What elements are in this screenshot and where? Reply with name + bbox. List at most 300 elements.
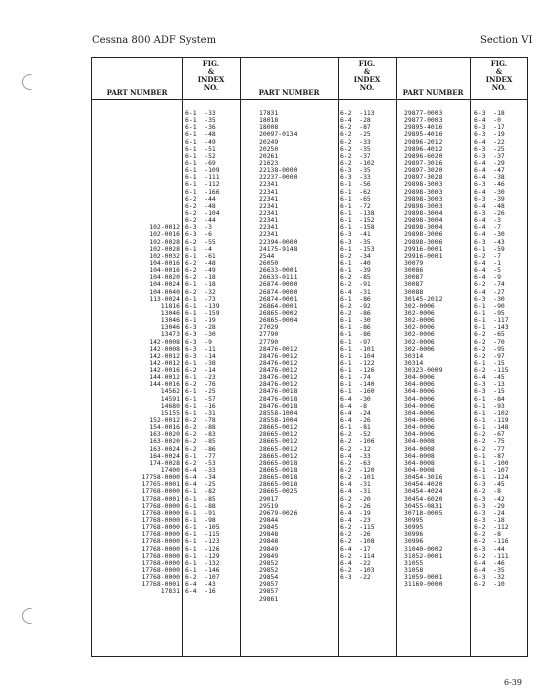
table-cell: 304-0006: [404, 408, 435, 417]
table-cell: 6-1 -88: [185, 501, 216, 510]
table-cell: 164-0024: [149, 451, 180, 460]
fig-label: FIG.: [490, 59, 508, 68]
table-cell: 17768-0000: [141, 516, 180, 525]
table-cell: 6-3 -15: [474, 387, 505, 396]
table-cell: 144-0016: [149, 380, 180, 389]
table-cell: 28665-0018: [259, 458, 298, 467]
table-cell: 6-1 -104: [340, 351, 375, 360]
table-cell: 30996: [404, 530, 424, 539]
table-cell: 6-2 -107: [185, 573, 220, 582]
table-cell: 304-0006: [404, 387, 435, 396]
table-cell: 102-0028: [149, 244, 180, 253]
table-cell: 6-4 -31: [340, 487, 371, 496]
table-cell: 6-3 -33: [340, 173, 371, 182]
table-cell: 6-2 -63: [340, 458, 371, 467]
table-cell: 304-0008: [404, 437, 435, 446]
table-cell: 302-0006: [404, 344, 435, 353]
table-header-rule: [91, 99, 528, 100]
table-cell: 6-4 -0: [474, 116, 501, 125]
table-cell: 6-1 -129: [185, 551, 220, 560]
table-cell: 304-0008: [404, 444, 435, 453]
table-cell: 24175-9148: [259, 244, 298, 253]
table-cell: 6-2 -76: [185, 380, 216, 389]
table-cell: 17400: [160, 466, 180, 475]
table-cell: 6-2 -114: [340, 551, 375, 560]
table-cell: 6-2 -102: [340, 158, 375, 167]
table-cell: 18008: [259, 123, 279, 132]
table-cell: 17768-0000: [141, 544, 180, 553]
table-cell: 22138-0000: [259, 166, 298, 175]
table-cell: 28665-0012: [259, 451, 298, 460]
table-cell: 6-4 -48: [474, 201, 505, 210]
col1-part-header: PART NUMBER: [106, 88, 168, 97]
table-cell: 6-2 -37: [340, 151, 371, 160]
table-cell: 17831: [259, 109, 279, 117]
table-divider: [182, 57, 183, 657]
table-cell: 6-2 -78: [185, 416, 216, 425]
table-cell: 6-4 -19: [340, 508, 371, 517]
col2-part-header: PART NUMBER: [258, 88, 320, 97]
table-cell: 29898-3003: [404, 187, 443, 196]
table-cell: 26864-0001: [259, 301, 298, 310]
table-cell: 17758-0000: [141, 473, 180, 482]
table-cell: 6-1 -74: [340, 373, 371, 382]
table-cell: 6-1 -105: [185, 523, 220, 532]
table-cell: [100, 131, 180, 138]
table-cell: [100, 146, 180, 153]
table-cell: 6-3 -28: [185, 323, 216, 332]
table-cell: 6-2 -35: [340, 144, 371, 153]
table-cell: 6-3 -37: [474, 151, 505, 160]
table-cell: 17831: [160, 587, 180, 596]
table-cell: 13473: [160, 330, 180, 339]
fig-label: FIG.: [358, 59, 376, 68]
table-cell: 29017: [259, 494, 279, 503]
table-cell: 6-3 -42: [474, 494, 505, 503]
table-cell: 6-2 -85: [340, 273, 371, 282]
table-cell: 22341: [259, 230, 279, 239]
table-cell: 304-0006: [404, 394, 435, 403]
table-cell: [100, 203, 180, 210]
table-cell: 17768-0000: [141, 573, 180, 582]
table-cell: 6-2 -48: [185, 201, 216, 210]
index-label: INDEX: [485, 75, 513, 84]
table-cell: 29861: [259, 594, 279, 603]
table-cell: [100, 110, 180, 117]
table-cell: 29897-3016: [404, 158, 443, 167]
table-cell: 17768-0000: [141, 537, 180, 546]
table-cell: 6-1 -25: [185, 387, 216, 396]
table-cell: 28476-0018: [259, 401, 298, 410]
table-cell: 6-1 -143: [474, 323, 509, 332]
table-cell: 6-2 -95: [474, 344, 505, 353]
table-cell: 6-2 -70: [474, 337, 505, 346]
table-cell: 6-1 -91: [185, 508, 216, 517]
table-cell: 30454-6020: [404, 494, 443, 503]
table-cell: 6-2 -75: [474, 437, 505, 446]
table-cell: 30087: [404, 273, 424, 282]
table-cell: 304-0006: [404, 380, 435, 389]
table-cell: 142-0008: [149, 344, 180, 353]
table-cell: 6-4 -16: [185, 587, 216, 596]
table-cell: 6-4 -30: [474, 230, 505, 239]
table-cell: 31169-0000: [404, 580, 443, 589]
table-cell: 6-4 -45: [474, 373, 505, 382]
table-cell: 6-1 -152: [340, 216, 375, 225]
table-cell: 6-4 -33: [340, 451, 371, 460]
table-cell: 22237-0000: [259, 173, 298, 182]
table-cell: 28476-0018: [259, 387, 298, 396]
table-cell: 20249: [259, 137, 279, 146]
table-cell: 22341: [259, 208, 279, 217]
table-cell: 22341: [259, 194, 279, 203]
table-cell: 6-2 -113: [340, 109, 375, 117]
table-cell: 29848: [259, 530, 279, 539]
table-cell: [100, 181, 180, 188]
table-cell: 6-2 -33: [340, 137, 371, 146]
table-cell: 6-2 -26: [340, 501, 371, 510]
table-cell: 302-0006: [404, 337, 435, 346]
table-cell: 6-1 -35: [185, 116, 216, 125]
table-cell: 26050: [259, 258, 279, 267]
table-cell: 142-0012: [149, 358, 180, 367]
table-cell: 6-2 -103: [340, 566, 375, 574]
table-cell: 31040-0002: [404, 544, 443, 553]
table-cell: 6-2 -86: [340, 308, 371, 317]
col3-fig-header: [470, 60, 528, 92]
table-cell: 29857: [259, 580, 279, 589]
table-cell: 29852: [259, 558, 279, 567]
table-cell: [100, 189, 180, 196]
table-cell: 6-4 -26: [340, 416, 371, 425]
table-cell: 6-2 -44: [185, 194, 216, 203]
table-cell: 302-0006: [404, 308, 435, 317]
table-cell: 104-0016: [149, 258, 180, 267]
table-cell: 6-2 -20: [340, 494, 371, 503]
table-cell: 17768-0000: [141, 566, 180, 574]
col2-fig-header: [338, 60, 396, 92]
table-cell: 28476-0012: [259, 366, 298, 375]
table-cell: 6-4 -7: [474, 223, 501, 232]
table-cell: 28476-0012: [259, 358, 298, 367]
table-cell: 6-1 -138: [340, 208, 375, 217]
table-cell: 17768-0000: [141, 501, 180, 510]
table-cell: 6-2 -10: [474, 580, 505, 589]
table-cell: 29897-3028: [404, 173, 443, 182]
table-cell: 6-1 -30: [340, 316, 371, 325]
table-cell: 6-1 -87: [474, 451, 505, 460]
table-cell: 6-4 -46: [474, 558, 505, 567]
table-cell: 22341: [259, 201, 279, 210]
table-cell: 6-3 -14: [185, 351, 216, 360]
table-cell: 29845: [259, 523, 279, 532]
table-cell: 6-3 -6: [185, 230, 212, 239]
table-cell: 6-1 -146: [185, 566, 220, 574]
table-cell: 152-0012: [149, 416, 180, 425]
table-cell: 6-2 -97: [474, 351, 505, 360]
table-cell: 6-1 -101: [340, 344, 375, 353]
table-cell: 6-4 -31: [340, 287, 371, 296]
table-cell: 6-1 -100: [474, 458, 509, 467]
table-cell: 6-1 -51: [185, 144, 216, 153]
table-cell: 6-3 -18: [474, 109, 505, 117]
table-cell: 6-1 -111: [185, 173, 220, 182]
table-cell: 6-3 -13: [474, 380, 505, 389]
table-cell: 6-1 -126: [185, 544, 220, 553]
col1-part-numbers: [100, 110, 180, 596]
table-cell: 6-1 -49: [185, 137, 216, 146]
table-cell: 6-3 -18: [474, 516, 505, 525]
table-cell: 22341: [259, 180, 279, 189]
table-cell: 6-1 -56: [340, 180, 371, 189]
table-cell: 30454-4020: [404, 480, 443, 489]
table-cell: 6-1 -73: [185, 294, 216, 303]
fig-label: FIG.: [202, 59, 220, 68]
table-cell: 6-1 -81: [340, 423, 371, 432]
table-cell: 6-1 -124: [474, 473, 509, 482]
table-cell: 29898-3004: [404, 216, 443, 225]
table-cell: 6-3 -30: [185, 330, 216, 339]
table-cell: 163-0020: [149, 437, 180, 446]
table-cell: 28476-0012: [259, 373, 298, 382]
table-cell: 6-2 -26: [340, 530, 371, 539]
table-cell: 304-0006: [404, 430, 435, 439]
table-cell: 6-1 -109: [185, 166, 220, 175]
table-cell: 6-1 -115: [185, 530, 220, 539]
table-cell: 6-4 -28: [340, 116, 371, 125]
table-cell: 102-0032: [149, 251, 180, 260]
table-cell: 29897-3020: [404, 166, 443, 175]
table-cell: 142-0008: [149, 337, 180, 346]
table-cell: 28558-1004: [259, 416, 298, 425]
table-cell: 30079: [404, 258, 424, 267]
header-title: Cessna 800 ADF System: [92, 35, 217, 46]
table-cell: 30454-4024: [404, 487, 443, 496]
table-cell: 20261: [259, 151, 279, 160]
table-cell: 6-3 -43: [474, 237, 505, 246]
table-cell: 26633-0111: [259, 273, 298, 282]
table-cell: 26633-0001: [259, 266, 298, 275]
table-cell: 30995: [404, 523, 424, 532]
table-cell: 6-4 -24: [340, 408, 371, 417]
table-cell: 6-2 -120: [340, 466, 375, 475]
col2-fig-index: [340, 110, 395, 581]
binder-hole-top: [22, 74, 38, 90]
table-cell: 6-3 -26: [474, 208, 505, 217]
table-cell: 31059-0001: [404, 573, 443, 582]
table-cell: 18018: [259, 116, 279, 125]
table-cell: 17768-0000: [141, 523, 180, 532]
table-cell: 28665-0018: [259, 473, 298, 482]
table-cell: 17768-0001: [141, 494, 180, 503]
table-cell: 6-1 -65: [340, 194, 371, 203]
table-cell: 20250: [259, 144, 279, 153]
table-cell: 6-3 -25: [474, 144, 505, 153]
table-cell: 6-3 -46: [474, 180, 505, 189]
table-cell: 22394-0000: [259, 237, 298, 246]
table-cell: 28665-0012: [259, 437, 298, 446]
table-cell: 30454-3016: [404, 473, 443, 482]
table-cell: 30323-0009: [404, 366, 443, 375]
table-cell: 27790: [259, 337, 279, 346]
table-cell: 17768-0000: [141, 551, 180, 560]
table-cell: 29898-3006: [404, 237, 443, 246]
table-cell: 29844: [259, 516, 279, 525]
table-cell: 29898-3004: [404, 208, 443, 217]
table-cell: 6-4 -27: [474, 287, 505, 296]
table-cell: 6-2 -77: [474, 444, 505, 453]
table-cell: 6-2 -85: [185, 437, 216, 446]
table-cell: 6-1 -119: [474, 416, 509, 425]
table-cell: 6-1 -40: [340, 258, 371, 267]
table-cell: 29849: [259, 551, 279, 560]
table-cell: 29898-3004: [404, 223, 443, 232]
table-cell: [100, 174, 180, 181]
table-cell: 29916-0001: [404, 251, 443, 260]
table-cell: 29898-3006: [404, 230, 443, 239]
table-cell: 6-3 -9: [185, 337, 212, 346]
table-cell: 6-2 -18: [185, 273, 216, 282]
table-cell: 6-1 -62: [340, 187, 371, 196]
table-cell: 6-1 -148: [474, 423, 509, 432]
table-cell: 6-2 -65: [474, 330, 505, 339]
table-cell: 6-4 -29: [474, 158, 505, 167]
table-cell: 29898-3003: [404, 201, 443, 210]
col3-part-header: PART NUMBER: [402, 88, 464, 97]
table-cell: [100, 117, 180, 124]
table-cell: 6-1 -98: [185, 516, 216, 525]
table-cell: 104-0020: [149, 273, 180, 282]
table-cell: 6-4 -47: [474, 166, 505, 175]
table-cell: 304-0008: [404, 458, 435, 467]
table-cell: [100, 124, 180, 131]
table-cell: 6-4 -31: [340, 480, 371, 489]
col3-fig-index: [474, 110, 529, 588]
table-cell: 6-1 -126: [340, 366, 375, 375]
no-label: NO.: [359, 83, 375, 92]
table-cell: 28476-0012: [259, 351, 298, 360]
col2-part-numbers: [259, 110, 339, 603]
table-cell: 27029: [259, 323, 279, 332]
fig-amp: &: [207, 67, 215, 76]
table-cell: 304-0006: [404, 416, 435, 425]
table-cell: 29519: [259, 501, 279, 510]
table-cell: 17768-0000: [141, 530, 180, 539]
table-cell: 30718-0005: [404, 508, 443, 517]
table-cell: 6-4 -30: [340, 394, 371, 403]
no-label: NO.: [203, 83, 219, 92]
table-cell: 29854: [259, 573, 279, 582]
table-cell: 6-3 -24: [474, 508, 505, 517]
table-cell: 6-1 -4: [185, 244, 212, 253]
table-cell: 17768-0000: [141, 558, 180, 567]
table-cell: 6-1 -158: [340, 223, 375, 232]
table-divider: [396, 57, 397, 657]
table-cell: 15155: [160, 408, 180, 417]
table-cell: 6-1 -36: [185, 123, 216, 132]
table-cell: 14562: [160, 387, 180, 396]
table-cell: 22341: [259, 216, 279, 225]
table-cell: 13046: [160, 308, 180, 317]
table-cell: 6-2 -55: [185, 237, 216, 246]
table-cell: 26865-0002: [259, 308, 298, 317]
table-cell: 29877-0003: [404, 116, 443, 125]
table-cell: 6-3 -19: [474, 130, 505, 139]
table-cell: 29898-3003: [404, 194, 443, 203]
table-cell: 31052-0001: [404, 551, 443, 560]
table-cell: 174-0028: [149, 458, 180, 467]
table-cell: 6-3 -39: [474, 194, 505, 203]
table-cell: 6-2 -12: [340, 444, 371, 453]
table-cell: 6-1 -86: [340, 323, 371, 332]
table-cell: 304-0008: [404, 451, 435, 460]
table-cell: 6-2 -87: [340, 123, 371, 132]
header-section: Section VI: [480, 35, 533, 46]
table-cell: 6-1 -19: [185, 316, 216, 325]
table-cell: 6-1 -139: [185, 301, 220, 310]
table-cell: 6-1 -85: [185, 494, 216, 503]
table-cell: 6-1 -112: [185, 180, 220, 189]
table-cell: 6-1 -72: [340, 201, 371, 210]
table-cell: [100, 167, 180, 174]
table-cell: 6-3 -35: [340, 166, 371, 175]
table-cell: 6-1 -61: [185, 251, 216, 260]
table-cell: 6-2 -111: [474, 551, 509, 560]
table-cell: 102-0012: [149, 223, 180, 232]
table-cell: 28665-0018: [259, 480, 298, 489]
table-cell: 302-0006: [404, 330, 435, 339]
table-cell: 154-0016: [149, 423, 180, 432]
table-cell: 6-1 -31: [185, 408, 216, 417]
table-cell: 28476-0012: [259, 344, 298, 353]
table-cell: 28558-1004: [259, 408, 298, 417]
table-cell: 6-4 -34: [185, 473, 216, 482]
table-cell: 142-0012: [149, 351, 180, 360]
table-cell: 6-2 -74: [474, 280, 505, 289]
table-cell: 6-4 -5: [474, 266, 501, 275]
table-cell: 6-2 -7: [474, 251, 501, 260]
table-cell: 6-1 -57: [185, 394, 216, 403]
table-cell: 6-3 -30: [474, 294, 505, 303]
table-cell: 6-1 -18: [185, 280, 216, 289]
table-cell: 6-1 -140: [340, 380, 375, 389]
table-cell: 6-4 -35: [474, 566, 505, 574]
table-cell: 6-1 -159: [185, 308, 220, 317]
table-cell: 6-4 -43: [185, 580, 216, 589]
table-cell: 6-1 -77: [185, 451, 216, 460]
table-cell: 163-0020: [149, 430, 180, 439]
table-cell: 6-1 -69: [185, 158, 216, 167]
table-cell: 14591: [160, 394, 180, 403]
table-cell: 30314: [404, 351, 424, 360]
table-cell: 6-1 -153: [340, 244, 375, 253]
table-cell: 6-2 -104: [185, 208, 220, 217]
table-cell: 26874-0000: [259, 280, 298, 289]
table-cell: 6-1 -97: [340, 337, 371, 346]
table-cell: 6-1 -38: [185, 358, 216, 367]
table-cell: 6-1 -52: [185, 151, 216, 160]
fig-amp: &: [363, 67, 371, 76]
col3-part-numbers: [404, 110, 484, 588]
table-cell: 6-1 -82: [185, 487, 216, 496]
table-cell: 14680: [160, 401, 180, 410]
table-cell: 6-4 -1: [474, 258, 501, 267]
table-cell: 142-0016: [149, 366, 180, 375]
col1-fig-index: [185, 110, 240, 596]
table-cell: 6-2 -25: [340, 130, 371, 139]
table-cell: 6-1 -107: [474, 466, 509, 475]
table-cell: 29916-0001: [404, 244, 443, 253]
